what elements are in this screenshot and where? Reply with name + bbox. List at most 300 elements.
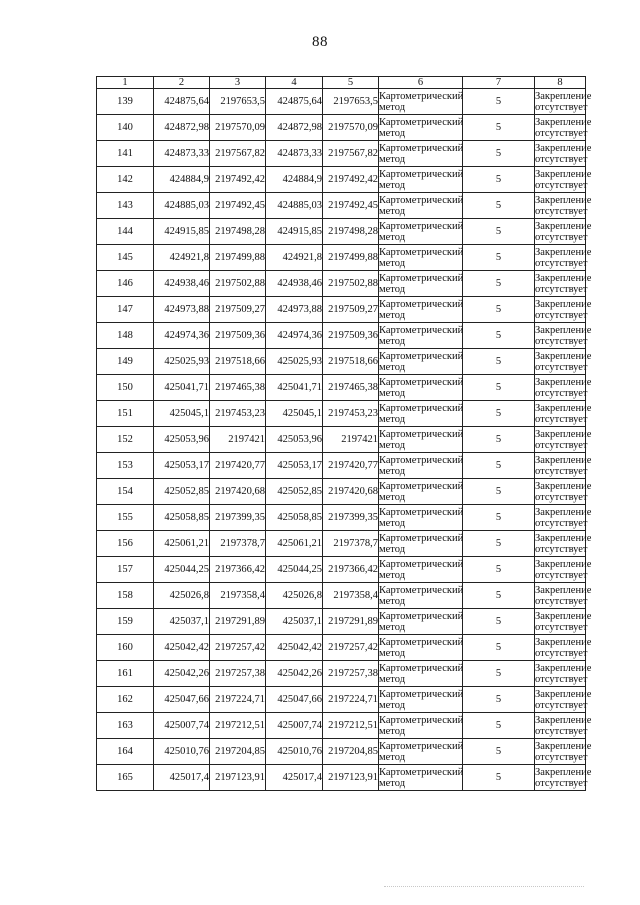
point-number-cell: 140	[97, 115, 154, 141]
point-number-cell: 162	[97, 687, 154, 713]
table-body	[97, 89, 592, 791]
x-coordinate-cell: 425037,1	[266, 609, 323, 635]
method-cell	[379, 141, 463, 167]
x-coordinate-cell: 425053,96	[154, 427, 210, 453]
method-cell	[379, 401, 463, 427]
accuracy-cell: 5	[463, 765, 535, 791]
y-coordinate-cell: 2197123,91	[323, 765, 379, 791]
status-cell	[535, 349, 592, 375]
status-text: Закрепление	[535, 766, 592, 778]
accuracy-cell: 5	[463, 505, 535, 531]
status-cell	[535, 531, 592, 557]
y-coordinate-cell: 2197492,45	[323, 193, 379, 219]
method-text: метод	[379, 673, 406, 685]
x-coordinate-cell: 424915,85	[154, 219, 210, 245]
x-coordinate-cell: 425042,42	[154, 635, 210, 661]
table-row	[97, 375, 586, 401]
y-coordinate-cell: 2197570,09	[210, 115, 266, 141]
status-cell	[535, 375, 592, 401]
point-number-cell: 161	[97, 661, 154, 687]
status-text: Закрепление	[535, 142, 592, 154]
method-text: метод	[379, 101, 406, 113]
y-coordinate-cell: 2197399,35	[210, 505, 266, 531]
status-text: Закрепление	[535, 116, 592, 128]
y-coordinate-cell: 2197567,82	[323, 141, 379, 167]
y-coordinate-cell: 2197257,42	[210, 635, 266, 661]
method-text: Картометрический	[379, 116, 464, 128]
x-coordinate-cell: 424974,36	[154, 323, 210, 349]
x-coordinate-cell: 424938,46	[154, 271, 210, 297]
status-text: Закрепление	[535, 688, 592, 700]
x-coordinate-cell: 424885,03	[266, 193, 323, 219]
y-coordinate-cell: 2197204,85	[210, 739, 266, 765]
y-coordinate-cell: 2197212,51	[323, 713, 379, 739]
method-cell	[379, 323, 463, 349]
method-text: Картометрический	[379, 376, 464, 388]
method-cell	[379, 115, 463, 141]
x-coordinate-cell: 425052,85	[266, 479, 323, 505]
x-coordinate-cell: 425058,85	[154, 505, 210, 531]
table-row	[97, 349, 586, 375]
table-row	[97, 557, 586, 583]
method-text: метод	[379, 231, 406, 243]
method-text: Картометрический	[379, 610, 464, 622]
method-cell	[379, 193, 463, 219]
method-text: Картометрический	[379, 402, 464, 414]
x-coordinate-cell: 425025,93	[154, 349, 210, 375]
point-number-cell: 149	[97, 349, 154, 375]
method-text: метод	[379, 751, 406, 763]
x-coordinate-cell: 425045,1	[266, 401, 323, 427]
column-header: 5	[323, 77, 379, 89]
status-text: отсутствует	[535, 543, 588, 555]
x-coordinate-cell: 425042,42	[266, 635, 323, 661]
y-coordinate-cell: 2197492,42	[323, 167, 379, 193]
status-text: Закрепление	[535, 324, 592, 336]
status-text: Закрепление	[535, 402, 592, 414]
method-cell	[379, 271, 463, 297]
status-text: Закрепление	[535, 454, 592, 466]
method-cell	[379, 375, 463, 401]
table-row	[97, 115, 586, 141]
status-text: отсутствует	[535, 101, 588, 113]
accuracy-cell: 5	[463, 661, 535, 687]
point-number-cell: 147	[97, 297, 154, 323]
table-header-row	[97, 77, 586, 89]
y-coordinate-cell: 2197212,51	[210, 713, 266, 739]
y-coordinate-cell: 2197366,42	[210, 557, 266, 583]
y-coordinate-cell: 2197492,42	[210, 167, 266, 193]
table-row	[97, 583, 586, 609]
y-coordinate-cell: 2197499,88	[323, 245, 379, 271]
status-text: отсутствует	[535, 153, 588, 165]
point-number-cell: 155	[97, 505, 154, 531]
method-cell	[379, 635, 463, 661]
accuracy-cell: 5	[463, 557, 535, 583]
table-row	[97, 505, 586, 531]
y-coordinate-cell: 2197570,09	[323, 115, 379, 141]
status-text: Закрепление	[535, 610, 592, 622]
status-text: Закрепление	[535, 350, 592, 362]
method-cell	[379, 479, 463, 505]
x-coordinate-cell: 424872,98	[266, 115, 323, 141]
y-coordinate-cell: 2197567,82	[210, 141, 266, 167]
x-coordinate-cell: 425026,8	[266, 583, 323, 609]
y-coordinate-cell: 2197498,28	[323, 219, 379, 245]
x-coordinate-cell: 425047,66	[266, 687, 323, 713]
method-text: метод	[379, 465, 406, 477]
x-coordinate-cell: 425007,74	[266, 713, 323, 739]
method-text: метод	[379, 777, 406, 789]
method-text: Картометрический	[379, 714, 464, 726]
method-cell	[379, 609, 463, 635]
accuracy-cell: 5	[463, 193, 535, 219]
x-coordinate-cell: 425044,25	[266, 557, 323, 583]
accuracy-cell: 5	[463, 609, 535, 635]
y-coordinate-cell: 2197465,38	[323, 375, 379, 401]
point-number-cell: 142	[97, 167, 154, 193]
table-row	[97, 687, 586, 713]
method-text: метод	[379, 127, 406, 139]
status-cell	[535, 271, 592, 297]
x-coordinate-cell: 425052,85	[154, 479, 210, 505]
x-coordinate-cell: 425025,93	[266, 349, 323, 375]
y-coordinate-cell: 2197518,66	[323, 349, 379, 375]
method-text: Картометрический	[379, 428, 464, 440]
table-row	[97, 531, 586, 557]
status-cell	[535, 635, 592, 661]
y-coordinate-cell: 2197421	[323, 427, 379, 453]
method-text: Картометрический	[379, 688, 464, 700]
x-coordinate-cell: 424873,33	[266, 141, 323, 167]
y-coordinate-cell: 2197366,42	[323, 557, 379, 583]
y-coordinate-cell: 2197509,36	[210, 323, 266, 349]
x-coordinate-cell: 424884,9	[154, 167, 210, 193]
method-cell	[379, 349, 463, 375]
x-coordinate-cell: 425053,96	[266, 427, 323, 453]
x-coordinate-cell: 424973,88	[154, 297, 210, 323]
method-text: Картометрический	[379, 454, 464, 466]
y-coordinate-cell: 2197498,28	[210, 219, 266, 245]
point-number-cell: 157	[97, 557, 154, 583]
status-cell	[535, 765, 592, 791]
x-coordinate-cell: 425010,76	[266, 739, 323, 765]
point-number-cell: 159	[97, 609, 154, 635]
status-text: Закрепление	[535, 90, 592, 102]
column-header: 7	[463, 77, 535, 89]
status-text: отсутствует	[535, 751, 588, 763]
y-coordinate-cell: 2197257,42	[323, 635, 379, 661]
x-coordinate-cell: 424875,64	[154, 89, 210, 115]
method-text: Картометрический	[379, 740, 464, 752]
accuracy-cell: 5	[463, 271, 535, 297]
method-text: метод	[379, 699, 406, 711]
method-cell	[379, 687, 463, 713]
status-text: отсутствует	[535, 309, 588, 321]
scan-artifact-dots	[384, 886, 584, 889]
status-text: Закрепление	[535, 558, 592, 570]
accuracy-cell: 5	[463, 531, 535, 557]
y-coordinate-cell: 2197420,77	[210, 453, 266, 479]
x-coordinate-cell: 425053,17	[266, 453, 323, 479]
column-header: 3	[210, 77, 266, 89]
x-coordinate-cell: 425047,66	[154, 687, 210, 713]
point-number-cell: 144	[97, 219, 154, 245]
method-text: метод	[379, 517, 406, 529]
status-cell	[535, 323, 592, 349]
y-coordinate-cell: 2197358,4	[323, 583, 379, 609]
method-text: Картометрический	[379, 324, 464, 336]
x-coordinate-cell: 425007,74	[154, 713, 210, 739]
status-text: отсутствует	[535, 231, 588, 243]
point-number-cell: 163	[97, 713, 154, 739]
method-cell	[379, 453, 463, 479]
method-text: Картометрический	[379, 168, 464, 180]
accuracy-cell: 5	[463, 219, 535, 245]
x-coordinate-cell: 425045,1	[154, 401, 210, 427]
status-text: отсутствует	[535, 699, 588, 711]
method-text: Картометрический	[379, 220, 464, 232]
method-text: метод	[379, 335, 406, 347]
y-coordinate-cell: 2197204,85	[323, 739, 379, 765]
y-coordinate-cell: 2197502,88	[210, 271, 266, 297]
status-cell	[535, 557, 592, 583]
method-text: метод	[379, 153, 406, 165]
method-text: метод	[379, 439, 406, 451]
method-text: Картометрический	[379, 480, 464, 492]
method-text: метод	[379, 595, 406, 607]
status-text: отсутствует	[535, 725, 588, 737]
y-coordinate-cell: 2197358,4	[210, 583, 266, 609]
status-text: Закрепление	[535, 506, 592, 518]
status-text: отсутствует	[535, 179, 588, 191]
status-text: Закрепление	[535, 662, 592, 674]
x-coordinate-cell: 425053,17	[154, 453, 210, 479]
x-coordinate-cell: 425026,8	[154, 583, 210, 609]
status-text: Закрепление	[535, 246, 592, 258]
status-text: Закрепление	[535, 194, 592, 206]
status-text: отсутствует	[535, 335, 588, 347]
accuracy-cell: 5	[463, 375, 535, 401]
point-number-cell: 154	[97, 479, 154, 505]
table-row	[97, 89, 586, 115]
point-number-cell: 141	[97, 141, 154, 167]
y-coordinate-cell: 2197453,23	[323, 401, 379, 427]
table-row	[97, 167, 586, 193]
status-text: отсутствует	[535, 283, 588, 295]
method-cell	[379, 531, 463, 557]
method-text: Картометрический	[379, 636, 464, 648]
method-cell	[379, 661, 463, 687]
accuracy-cell: 5	[463, 167, 535, 193]
method-cell	[379, 167, 463, 193]
x-coordinate-cell: 424875,64	[266, 89, 323, 115]
status-text: отсутствует	[535, 413, 588, 425]
y-coordinate-cell: 2197502,88	[323, 271, 379, 297]
point-number-cell: 143	[97, 193, 154, 219]
y-coordinate-cell: 2197399,35	[323, 505, 379, 531]
column-header: 8	[535, 77, 586, 89]
accuracy-cell: 5	[463, 635, 535, 661]
status-text: Закрепление	[535, 740, 592, 752]
y-coordinate-cell: 2197378,7	[323, 531, 379, 557]
x-coordinate-cell: 425058,85	[266, 505, 323, 531]
status-text: Закрепление	[535, 272, 592, 284]
status-text: отсутствует	[535, 257, 588, 269]
status-text: отсутствует	[535, 439, 588, 451]
y-coordinate-cell: 2197421	[210, 427, 266, 453]
table-row	[97, 635, 586, 661]
y-coordinate-cell: 2197420,68	[210, 479, 266, 505]
status-cell	[535, 401, 592, 427]
method-cell	[379, 245, 463, 271]
status-text: Закрепление	[535, 532, 592, 544]
y-coordinate-cell: 2197453,23	[210, 401, 266, 427]
table-row	[97, 297, 586, 323]
y-coordinate-cell: 2197291,89	[323, 609, 379, 635]
y-coordinate-cell: 2197653,5	[210, 89, 266, 115]
status-text: отсутствует	[535, 777, 588, 789]
method-text: метод	[379, 179, 406, 191]
x-coordinate-cell: 424885,03	[154, 193, 210, 219]
y-coordinate-cell: 2197257,38	[323, 661, 379, 687]
status-cell	[535, 297, 592, 323]
x-coordinate-cell: 424872,98	[154, 115, 210, 141]
accuracy-cell: 5	[463, 245, 535, 271]
x-coordinate-cell: 424938,46	[266, 271, 323, 297]
accuracy-cell: 5	[463, 427, 535, 453]
table-row	[97, 141, 586, 167]
status-text: Закрепление	[535, 584, 592, 596]
status-cell	[535, 193, 592, 219]
table-row	[97, 765, 586, 791]
x-coordinate-cell: 424973,88	[266, 297, 323, 323]
status-text: отсутствует	[535, 647, 588, 659]
status-cell	[535, 245, 592, 271]
point-number-cell: 139	[97, 89, 154, 115]
point-number-cell: 148	[97, 323, 154, 349]
table-row	[97, 713, 586, 739]
table-row	[97, 401, 586, 427]
method-text: метод	[379, 361, 406, 373]
table-row	[97, 193, 586, 219]
x-coordinate-cell: 425041,71	[266, 375, 323, 401]
x-coordinate-cell: 425061,21	[154, 531, 210, 557]
status-text: отсутствует	[535, 621, 588, 633]
x-coordinate-cell: 424915,85	[266, 219, 323, 245]
accuracy-cell: 5	[463, 89, 535, 115]
point-number-cell: 152	[97, 427, 154, 453]
y-coordinate-cell: 2197492,45	[210, 193, 266, 219]
method-text: Картометрический	[379, 272, 464, 284]
y-coordinate-cell: 2197420,77	[323, 453, 379, 479]
status-cell	[535, 453, 592, 479]
point-number-cell: 158	[97, 583, 154, 609]
method-text: Картометрический	[379, 532, 464, 544]
status-text: отсутствует	[535, 569, 588, 581]
status-text: Закрепление	[535, 428, 592, 440]
method-text: метод	[379, 387, 406, 399]
y-coordinate-cell: 2197509,27	[210, 297, 266, 323]
method-text: метод	[379, 647, 406, 659]
y-coordinate-cell: 2197509,27	[323, 297, 379, 323]
status-text: Закрепление	[535, 298, 592, 310]
status-text: Закрепление	[535, 220, 592, 232]
method-text: Картометрический	[379, 246, 464, 258]
y-coordinate-cell: 2197518,66	[210, 349, 266, 375]
y-coordinate-cell: 2197378,7	[210, 531, 266, 557]
point-number-cell: 165	[97, 765, 154, 791]
method-text: Картометрический	[379, 350, 464, 362]
point-number-cell: 164	[97, 739, 154, 765]
x-coordinate-cell: 425044,25	[154, 557, 210, 583]
accuracy-cell: 5	[463, 453, 535, 479]
status-cell	[535, 89, 592, 115]
status-text: Закрепление	[535, 376, 592, 388]
table-row	[97, 427, 586, 453]
status-cell	[535, 427, 592, 453]
table-row	[97, 271, 586, 297]
status-text: отсутствует	[535, 465, 588, 477]
table-row	[97, 453, 586, 479]
method-text: Картометрический	[379, 766, 464, 778]
status-cell	[535, 479, 592, 505]
status-text: отсутствует	[535, 127, 588, 139]
method-text: метод	[379, 621, 406, 633]
point-number-cell: 160	[97, 635, 154, 661]
point-number-cell: 145	[97, 245, 154, 271]
method-text: Картометрический	[379, 90, 464, 102]
table-row	[97, 479, 586, 505]
status-text: Закрепление	[535, 636, 592, 648]
status-text: отсутствует	[535, 491, 588, 503]
accuracy-cell: 5	[463, 401, 535, 427]
table-row	[97, 739, 586, 765]
x-coordinate-cell: 424873,33	[154, 141, 210, 167]
status-cell	[535, 219, 592, 245]
method-cell	[379, 713, 463, 739]
x-coordinate-cell: 425010,76	[154, 739, 210, 765]
table-row	[97, 323, 586, 349]
x-coordinate-cell: 424921,8	[154, 245, 210, 271]
y-coordinate-cell: 2197653,5	[323, 89, 379, 115]
accuracy-cell: 5	[463, 349, 535, 375]
status-cell	[535, 713, 592, 739]
x-coordinate-cell: 424921,8	[266, 245, 323, 271]
status-text: Закрепление	[535, 714, 592, 726]
y-coordinate-cell: 2197257,38	[210, 661, 266, 687]
column-header: 4	[266, 77, 323, 89]
method-cell	[379, 427, 463, 453]
status-text: отсутствует	[535, 673, 588, 685]
status-cell	[535, 115, 592, 141]
y-coordinate-cell: 2197123,91	[210, 765, 266, 791]
status-cell	[535, 687, 592, 713]
method-text: Картометрический	[379, 662, 464, 674]
accuracy-cell: 5	[463, 323, 535, 349]
method-text: метод	[379, 491, 406, 503]
y-coordinate-cell: 2197465,38	[210, 375, 266, 401]
status-cell	[535, 505, 592, 531]
method-text: метод	[379, 543, 406, 555]
status-cell	[535, 609, 592, 635]
accuracy-cell: 5	[463, 297, 535, 323]
status-cell	[535, 167, 592, 193]
x-coordinate-cell: 425017,4	[154, 765, 210, 791]
status-cell	[535, 661, 592, 687]
y-coordinate-cell: 2197224,71	[323, 687, 379, 713]
method-text: Картометрический	[379, 506, 464, 518]
